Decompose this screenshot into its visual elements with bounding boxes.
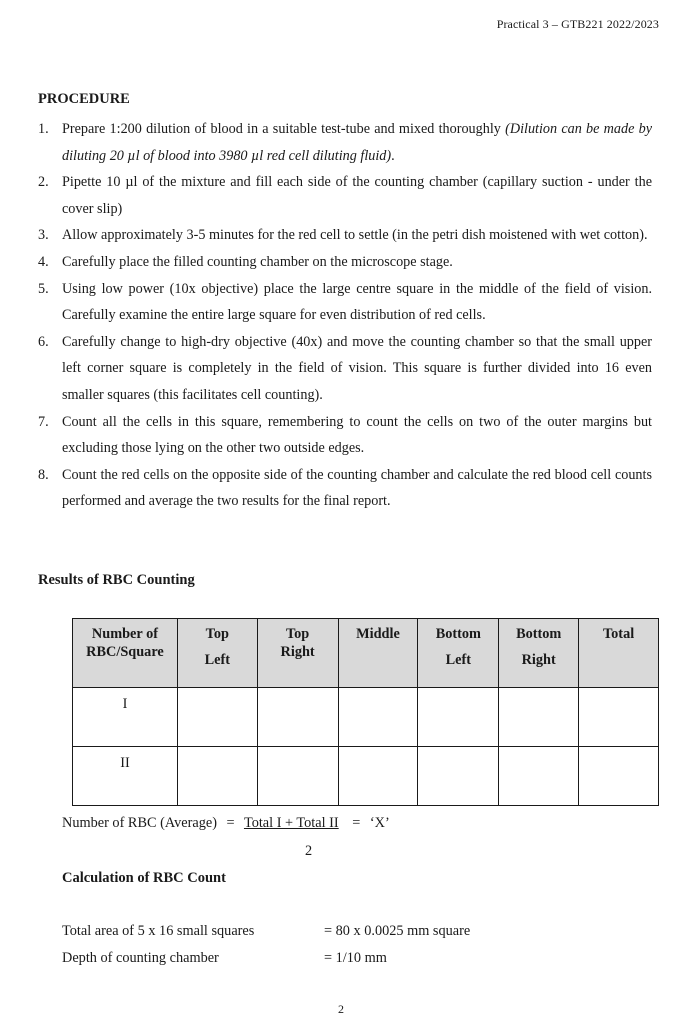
table-cell [257,688,338,747]
table-row [73,747,659,806]
column-header: Bottom Right [499,619,579,688]
table-cell [338,688,418,747]
procedure-steps [38,116,652,515]
column-header: Bottom Left [418,619,499,688]
column-header: Top Left [177,619,257,688]
procedure-step: 7. Count all the cells in this square, remembering to count the cells on two of the outer margins but excluding those lying on the other two outside edges. [38,413,652,457]
procedure-step: 2. Pipette 10 µl of the mixture and fill each side of the counting chamber (capillary suction - under the cover slip) [38,174,652,217]
formula-numerator: Total I + Total II [243,815,339,831]
area-value: = 80 x 0.0025 mm square [324,923,471,939]
table-row [73,688,659,747]
column-header: Top Right [257,619,338,688]
procedure-step: 4. Carefully place the filled counting chamber on the microscope stage. [38,253,453,270]
column-header: Number of RBC/Square [73,619,178,688]
equals-sign: = [226,815,235,831]
formula-denominator: 2 [305,843,313,859]
results-heading: Results of RBC Counting [38,572,195,588]
page-header: Practical 3 – GTB221 2022/2023 [496,17,659,31]
procedure-step: 3. Allow approximately 3-5 minutes for the red cell to settle (in the petri dish moistened with wet cotton). [38,227,648,244]
row-label: I [73,688,178,747]
procedure-heading: PROCEDURE [38,91,130,107]
table-cell [579,747,659,806]
equals-sign: = [352,815,361,831]
depth-label: Depth of counting chamber [62,950,219,966]
area-label: Total area of 5 x 16 small squares [62,923,255,939]
column-header: Middle [338,619,418,688]
calculation-heading: Calculation of RBC Count [62,870,226,886]
table-cell [499,688,579,747]
rbc-results-table [72,618,659,806]
table-cell [499,747,579,806]
table-cell [177,688,257,747]
procedure-step: 1. Prepare 1:200 dilution of blood in a suitable test-tube and mixed thoroughly (Dilution can be made by diluting 20 µl of blood into 3980 µl red cell diluting fluid). [38,121,652,164]
table-cell [579,688,659,747]
table-cell [177,747,257,806]
table-cell [418,747,499,806]
table-cell [418,688,499,747]
row-label: II [73,747,178,806]
average-formula [62,815,390,832]
column-header: Total [579,619,659,688]
depth-value: = 1/10 mm [324,950,387,966]
average-label: Number of RBC (Average) [62,815,217,831]
table-cell [257,747,338,806]
procedure-step: 5. Using low power (10x objective) place the large centre square in the middle of the field of vision. Carefully examine the entire large square for even distribution of red cells. [38,280,652,324]
procedure-step: 8. Count the red cells on the opposite side of the counting chamber and calculate the red blood cell counts performed and average the two results for the final report. [38,466,652,510]
procedure-step: 6. Carefully change to high-dry objective (40x) and move the counting chamber so that the small upper left corner square is completely in the field of vision. This square is further divided into 16 even smaller squares (this facilitates cell counting). [38,333,652,403]
formula-result: ‘X’ [369,815,390,831]
table-cell [338,747,418,806]
table-header-row [73,619,659,688]
page-number: 2 [338,1002,344,1016]
